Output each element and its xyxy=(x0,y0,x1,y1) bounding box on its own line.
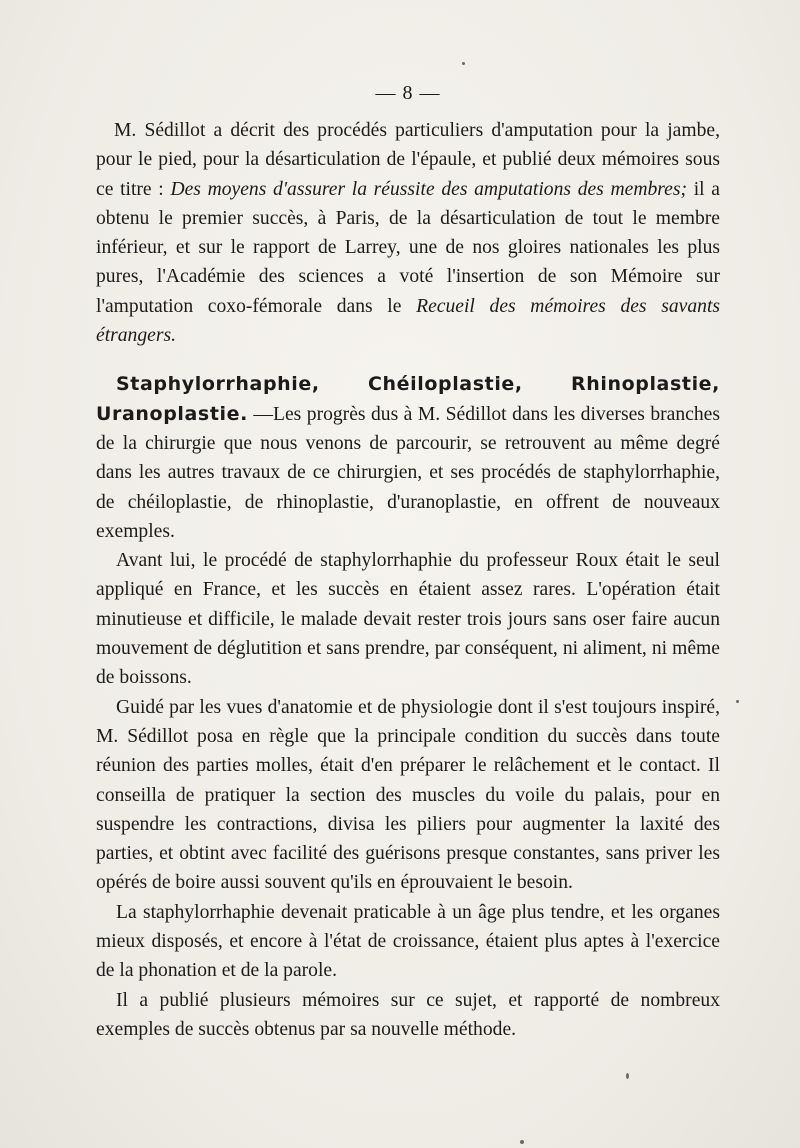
ink-speck xyxy=(626,1073,629,1079)
paragraph-publications: Il a publié plusieurs mémoires sur ce sujet, et rapporté de nombreux exemples de succès obtenus par sa nouvelle méthode. xyxy=(96,989,720,1040)
work-title-italic: Des moyens d'assurer la réussite des amputations des membres; xyxy=(170,178,688,200)
paragraph-text: il a obtenu le premier succès, à Paris, de la désarticulation de tout le membre inférieur, et sur le rapport de Larrey, une de nos gloires nationales les plus pures, l'Académie des sciences a voté l'insertion de son Mémoire sur l'amputation coxo-fémorale dans le xyxy=(96,178,720,317)
paragraph-plastic-surgery xyxy=(96,370,720,546)
ink-speck xyxy=(462,62,465,65)
section-heading: Staphylorrhaphie, Chéiloplastie, Rhinoplastie, Uranoplastie. xyxy=(96,373,720,425)
paragraph-roux-procedure: Avant lui, le procédé de staphylorrhaphie du professeur Roux était le seul appliqué en France, et les succès en étaient assez rares. L'opération était minutieuse et difficile, le malade devait rester trois jours sans oser faire aucun mouvement de déglutition et sans prendre, par conséquent, ni aliment, ni même de boissons. xyxy=(96,550,720,689)
paragraph-text: —Les progrès dus à M. Sédillot dans les diverses branches de la chirurgie que nous venons de parcourir, se retrouvent au même degré dans les autres travaux de ce chirurgien, et ses procédés de staphylorrhaphie, de chéiloplastie, de rhinoplastie, d'uranoplastie, en offrent de nouveaux exemples. xyxy=(96,403,720,542)
paragraph-sedillot-method: Guidé par les vues d'anatomie et de physiologie dont il s'est toujours inspiré, M. Sédillot posa en règle que la principale condition du succès dans toute réunion des parties molles, était d'en préparer le relâchement et le contact. Il conseilla de pratiquer la section des muscles du voile du palais, pour en suspendre les contractions, divisa les piliers pour augmenter la laxité des parties, et obtint avec facilité des guérisons presque constantes, sans priver les opérés de boire aussi souvent qu'ils en éprouvaient le besoin. xyxy=(96,696,720,894)
page-number: — 8 — xyxy=(375,82,441,104)
ink-speck xyxy=(736,700,739,703)
page-text xyxy=(96,78,720,1044)
ink-speck xyxy=(520,1140,524,1144)
publication-title-italic: Recueil des mémoires des savants étrangers. xyxy=(96,295,721,347)
paragraph-amputations xyxy=(96,116,720,350)
paragraph-young-age: La staphylorrhaphie devenait praticable à un âge plus tendre, et les organes mieux disposés, et encore à l'état de croissance, étaient plus aptes à l'exercice de la phonation et de la parole. xyxy=(96,901,720,982)
paragraph-text: M. Sédillot a décrit des procédés particuliers d'amputation pour la jambe, pour le pied, pour la désarticulation de l'épaule, et publié deux mémoires sous ce titre : xyxy=(96,120,720,200)
